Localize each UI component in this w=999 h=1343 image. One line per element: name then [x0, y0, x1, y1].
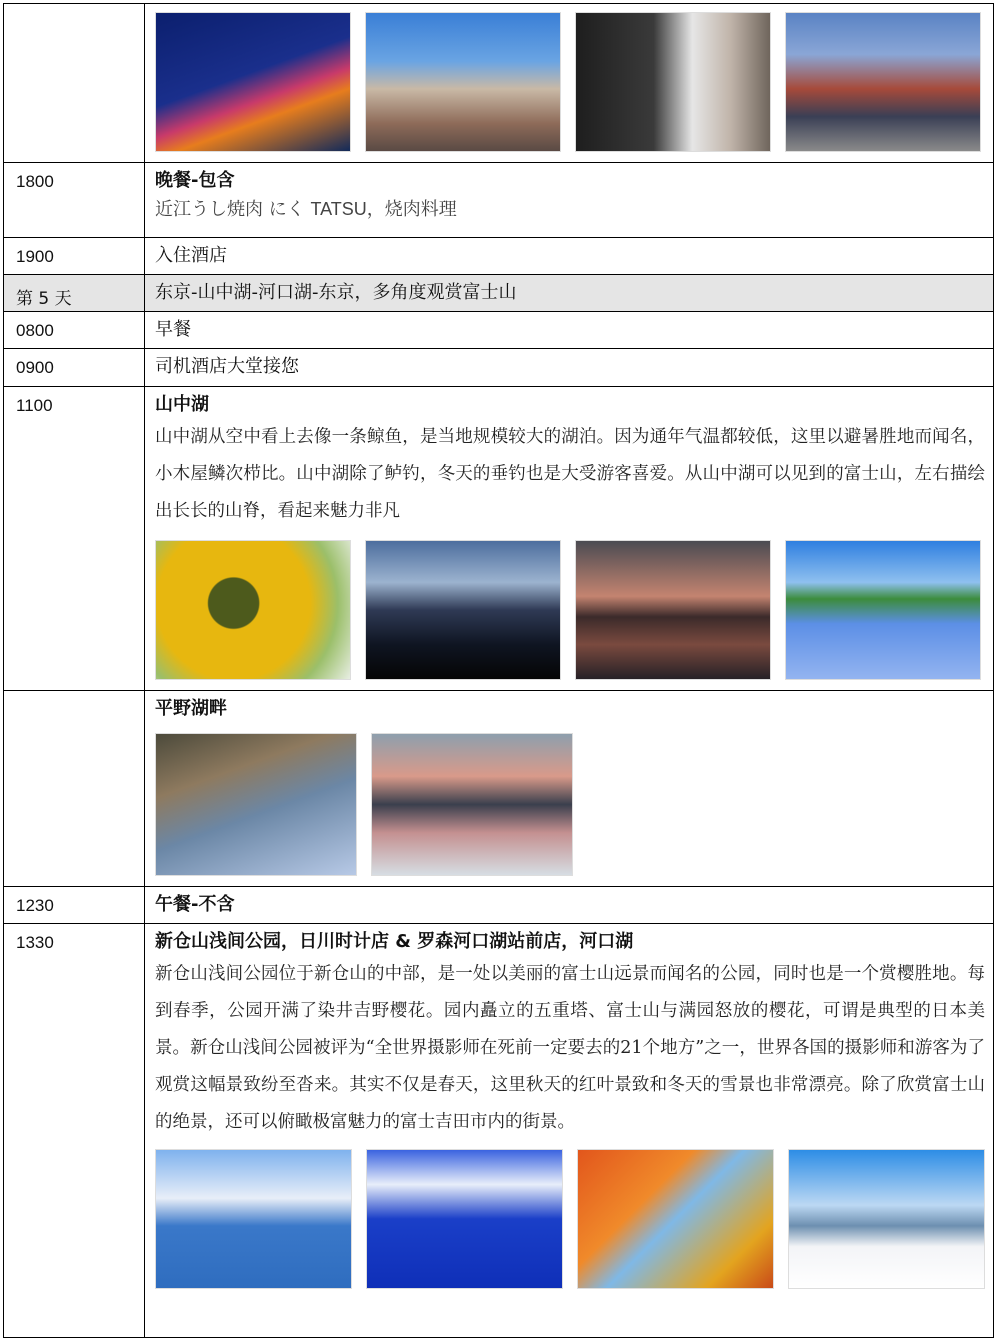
day-route-cell: 东京-山中湖-河口湖-东京，多角度观赏富士山 [145, 275, 994, 312]
desc-cell: 早餐 [145, 312, 994, 349]
table-row [4, 887, 994, 924]
time-cell [4, 691, 145, 887]
time-cell: 0900 [4, 349, 145, 387]
time-cell: 1100 [4, 387, 145, 691]
dinner-restaurant: 近江うし焼肉 にく TATSU，烧肉料理 [155, 199, 457, 220]
photo-row [155, 530, 985, 689]
dinner-title: 晚餐-包含 [155, 170, 235, 191]
photo-snow-fuji [788, 1149, 985, 1289]
photo-ginza-street [575, 12, 771, 152]
desc-cell: 午餐-不含 [145, 887, 994, 924]
photo-ginza-night [155, 12, 351, 152]
photo-nemophila-fuji [785, 540, 981, 680]
table-row [4, 312, 994, 349]
itinerary-table [3, 3, 994, 1338]
photo-blue-fuji [366, 1149, 563, 1289]
table-row [4, 349, 994, 387]
table-row [4, 4, 994, 163]
table-row [4, 924, 994, 1338]
table-row [4, 691, 994, 887]
desc-cell: 入住酒店 [145, 238, 994, 275]
time-cell: 1800 [4, 163, 145, 238]
desc-cell [145, 924, 994, 1338]
photo-diamond-fuji [365, 540, 561, 680]
photo-sunflowers [155, 540, 351, 680]
desc-cell [145, 387, 994, 691]
yamanakako-description: 山中湖从空中看上去像一条鲸鱼，是当地规模较大的湖泊。因为通年气温都较低，这里以避暑胜地而闻名，小木屋鳞次栉比。山中湖除了鲈钓，冬天的垂钓也是大受游客喜爱。从山中湖可以见到的富士山，左右描绘出长长的山脊，看起来魅力非凡 [155, 427, 985, 521]
day-header-row [4, 275, 994, 312]
photo-red-fuji [575, 540, 771, 680]
desc-cell [145, 4, 994, 163]
day-label-cell: 第 5 天 [4, 275, 145, 312]
table-row [4, 238, 994, 275]
photo-ginza-crossing [365, 12, 561, 152]
photo-lake-shore [155, 733, 357, 876]
photo-cherry-fuji [155, 1149, 352, 1289]
time-cell: 1330 [4, 924, 145, 1338]
photo-autumn-fuji [577, 1149, 774, 1289]
time-cell: 1230 [4, 887, 145, 924]
photo-row [155, 719, 985, 885]
time-cell: 0800 [4, 312, 145, 349]
time-cell [4, 4, 145, 163]
arakurayama-description: 新仓山浅间公园位于新仓山的中部，是一处以美丽的富士山远景而闻名的公园，同时也是一个赏樱胜地。每到春季，公园开满了染井吉野樱花。园内矗立的五重塔、富士山与满园怒放的樱花，可谓是典型的日本美景。新仓山浅间公园被评为“全世界摄影师在死前一定要去的21个地方”之一，世界各国的摄影师和游客为了观赏这幅景致纷至沓来。其实不仅是春天，这里秋天的红叶景致和冬天的雪景也非常漂亮。除了欣赏富士山的绝景，还可以俯瞰极富魅力的富士吉田市内的街景。 [155, 964, 985, 1132]
table-row [4, 163, 994, 238]
yamanakako-title: 山中湖 [155, 394, 209, 415]
arakurayama-title: 新仓山浅间公园，日川时计店 & 罗森河口湖站前店，河口湖 [155, 931, 634, 952]
photo-ginza-intersection [785, 12, 981, 152]
desc-cell [145, 163, 994, 238]
photo-row [155, 1141, 985, 1298]
photo-fuji-reflection [371, 733, 573, 876]
desc-cell: 司机酒店大堂接您 [145, 349, 994, 387]
photo-row [155, 4, 985, 161]
time-cell: 1900 [4, 238, 145, 275]
hirano-title: 平野湖畔 [155, 698, 227, 719]
table-row [4, 387, 994, 691]
desc-cell [145, 691, 994, 887]
